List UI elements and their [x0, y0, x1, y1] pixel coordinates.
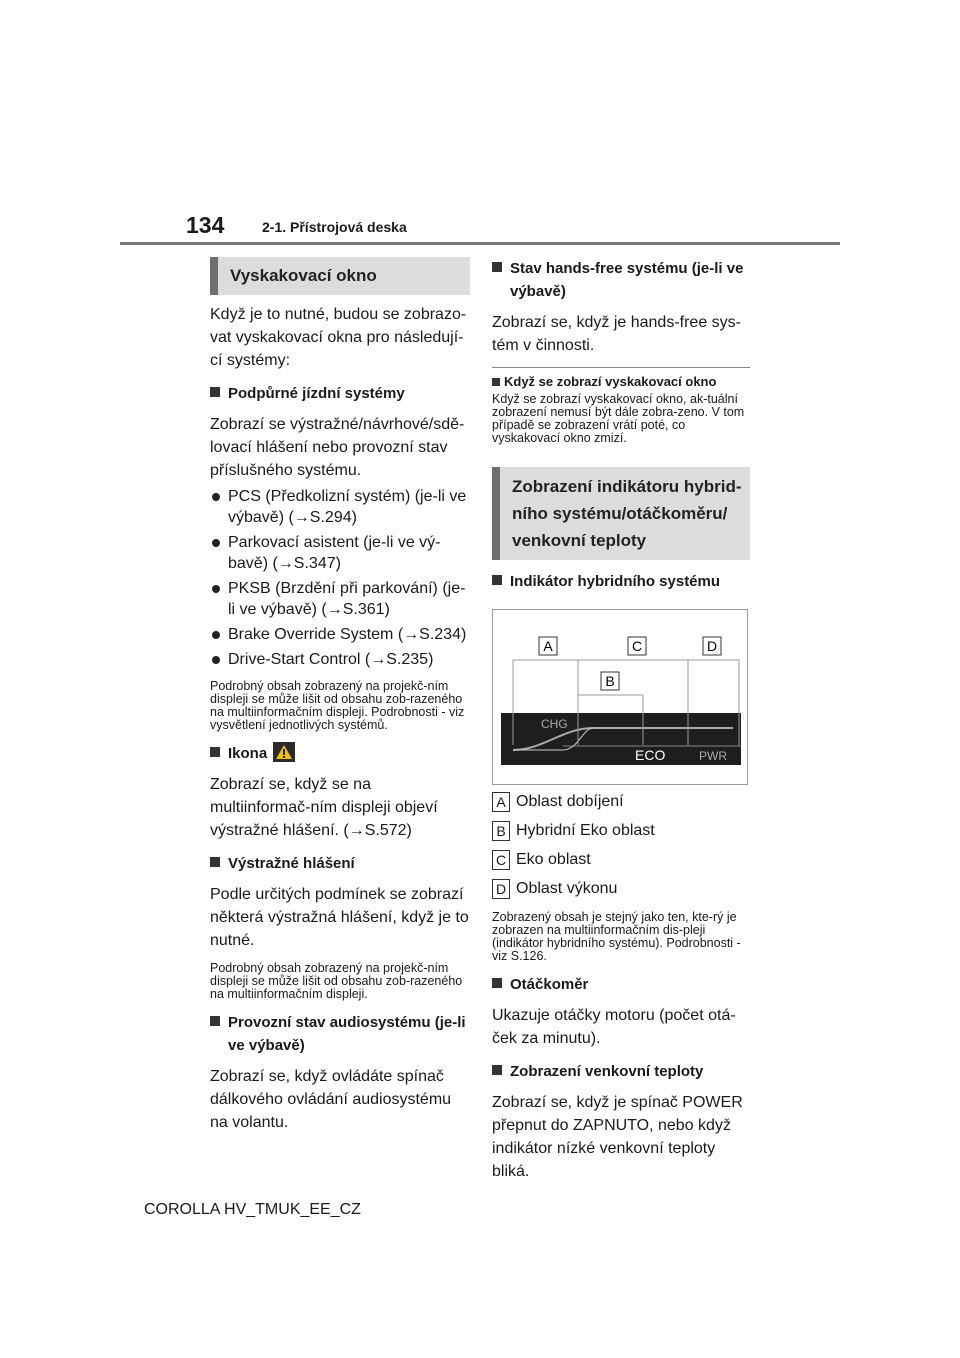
label-a: A: [543, 638, 553, 654]
label-chg: CHG: [541, 717, 568, 731]
support-heading: Podpůrné jízdní systémy: [210, 382, 470, 405]
left-column: [210, 257, 470, 1134]
tacho-text: Ukazuje otáčky motoru (počet otá-ček za minutu).: [492, 1007, 736, 1047]
icon-heading: Ikona: [210, 742, 470, 765]
square-bullet-icon: [210, 1016, 220, 1026]
warning-heading: Výstražné hlášení: [210, 852, 470, 875]
square-bullet-icon: [210, 857, 220, 867]
square-bullet-icon: [492, 978, 502, 988]
icon-text: Zobrazí se, když se na multiinformač-ním displeji objeví výstražné hlášení. (→S.572): [210, 776, 438, 839]
bullet-item: PCS (Předkolizní systém) (je-li ve výbavě) (→S.294): [210, 486, 470, 528]
square-bullet-icon: [492, 575, 502, 585]
square-bullet-icon: [210, 747, 220, 757]
dot-icon: [212, 539, 220, 547]
square-bullet-icon: [492, 262, 502, 272]
hybrid-indicator-figure: [493, 610, 747, 784]
handsfree-heading: Stav hands-free systému (je-li ve výbavě): [492, 257, 750, 303]
label-eco: ECO: [635, 747, 666, 763]
legend-item: D Oblast výkonu: [492, 877, 750, 901]
hybrid-indicator-diagram: [492, 609, 748, 785]
note-projection: Podrobný obsah zobrazený na projekč-ním displeji se může lišit od obsahu zob-razeného na multiinformačním displeji. Podrobnosti - viz vysvětlení jednotlivých systémů.: [210, 679, 465, 732]
note-rule: [492, 367, 750, 368]
dot-icon: [212, 656, 220, 664]
popup-note-text: Když se zobrazí vyskakovací okno, ak-tuální zobrazení nemusí být dále zobra-zeno. V tom případě se zobrazení vrátí poté, co vyskakovací okno zmizí.: [492, 392, 745, 445]
label-b: B: [605, 673, 615, 689]
dot-icon: [212, 493, 220, 501]
section-title-popup: Vyskakovací okno: [210, 257, 470, 295]
bullet-item: Brake Override System (→S.234): [210, 624, 470, 645]
tacho-heading: Otáčkoměr: [492, 973, 750, 996]
audio-text: Zobrazí se, když ovládáte spínač dálkového ovládání audiosystému na volantu.: [210, 1068, 452, 1131]
audio-heading: Provozní stav audiosystému (je-li ve výbavě): [210, 1011, 470, 1057]
handsfree-text: Zobrazí se, když je hands-free sys-tém v činnosti.: [492, 314, 741, 354]
popup-note-heading: Když se zobrazí vyskakovací okno: [492, 374, 750, 389]
legend-key: A: [492, 792, 510, 812]
square-bullet-icon: [492, 1065, 502, 1075]
temp-text: Zobrazí se, když je spínač POWER přepnut do ZAPNUTO, nebo když indikátor nízké venkovní teploty bliká.: [492, 1094, 743, 1180]
label-c: C: [631, 638, 643, 654]
label-pwr: PWR: [699, 749, 727, 763]
bullet-item: PKSB (Brzdění při parkování) (je-li ve výbavě) (→S.361): [210, 578, 470, 620]
temp-heading: Zobrazení venkovní teploty: [492, 1060, 750, 1083]
intro-text: Když je to nutné, budou se zobrazo-vat vyskakovací okna pro následují-cí systémy:: [210, 306, 467, 369]
footer-model: COROLLA HV_TMUK_EE_CZ: [144, 1201, 361, 1218]
label-d: D: [706, 638, 718, 654]
square-bullet-icon: [210, 387, 220, 397]
header-rule: [120, 242, 840, 245]
section-title-hybrid: Zobrazení indikátoru hybrid-ního systému/otáčkoměru/ venkovní teploty: [492, 467, 750, 560]
legend-key: C: [492, 850, 510, 870]
right-column: [492, 257, 750, 1183]
square-bullet-icon: [492, 378, 500, 386]
legend-key: D: [492, 879, 510, 899]
legend-item: C Eko oblast: [492, 848, 750, 872]
hybrid-note: Zobrazený obsah je stejný jako ten, kte-rý je zobrazen na multiinformačním dis-pleji (indikátor hybridního systému). Podrobnosti - viz S.126.: [492, 910, 741, 963]
hybrid-heading: Indikátor hybridního systému: [492, 570, 750, 593]
page-number: 134: [186, 212, 225, 238]
bullet-item: Parkovací asistent (je-li ve vý-bavě) (→S.347): [210, 532, 470, 574]
legend-key: B: [492, 821, 510, 841]
legend-item: B Hybridní Eko oblast: [492, 819, 750, 843]
note-projection-2: Podrobný obsah zobrazený na projekč-ním displeji se může lišit od obsahu zob-razeného na multiinformačním displeji.: [210, 961, 463, 1001]
warning-triangle-icon: [273, 742, 295, 762]
support-text: Zobrazí se výstražné/návrhové/sdě-lovací hlášení nebo provozní stav příslušného systému.: [210, 416, 465, 479]
legend-item: A Oblast dobíjení: [492, 790, 750, 814]
chapter-title: 2-1. Přístrojová deska: [262, 219, 407, 235]
warning-text: Podle určitých podmínek se zobrazí některá výstražná hlášení, když je to nutné.: [210, 886, 469, 949]
bullet-item: Drive-Start Control (→S.235): [210, 649, 470, 670]
dot-icon: [212, 585, 220, 593]
dot-icon: [212, 631, 220, 639]
